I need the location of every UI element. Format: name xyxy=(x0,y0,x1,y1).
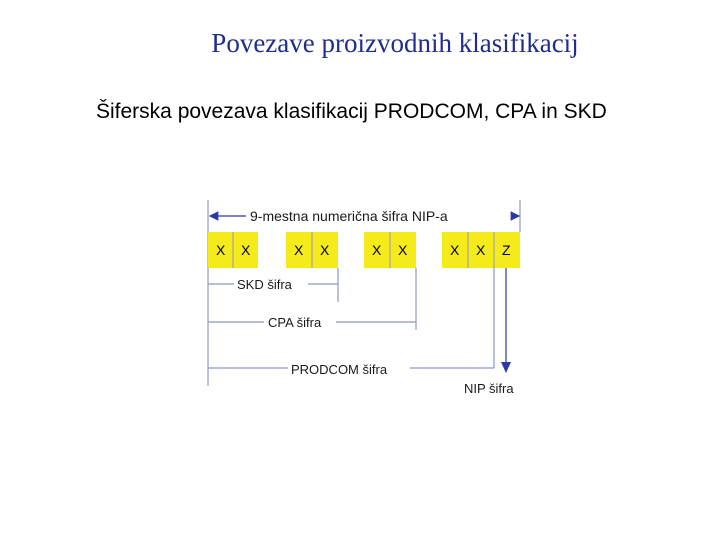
skd-label: SKD šifra xyxy=(237,277,292,292)
digit-text: X xyxy=(241,242,251,258)
digit-text: X xyxy=(320,242,330,258)
digit-text: Z xyxy=(502,242,511,258)
digit-text: X xyxy=(372,242,382,258)
digit-text: X xyxy=(450,242,460,258)
nip-arrow-head xyxy=(501,362,511,373)
digit-text: X xyxy=(216,242,226,258)
digit-text: X xyxy=(476,242,486,258)
page-subtitle: Šiferska povezava klasifikacij PRODCOM, CPA in SKD xyxy=(96,100,607,123)
digit-group-3 xyxy=(364,232,416,268)
digit-text: X xyxy=(294,242,304,258)
digit-text: X xyxy=(398,242,408,258)
cpa-label: CPA šifra xyxy=(268,315,322,330)
page-title: Povezave proizvodnih klasifikacij xyxy=(211,28,579,58)
digit-group-2 xyxy=(286,232,338,268)
prodcom-label: PRODCOM šifra xyxy=(291,362,388,377)
code-length-label: 9-mestna numerična šifra NIP-a xyxy=(250,208,448,224)
nip-label: NIP šifra xyxy=(464,381,514,396)
digit-group-4 xyxy=(442,232,520,268)
digit-group-1 xyxy=(208,232,258,268)
